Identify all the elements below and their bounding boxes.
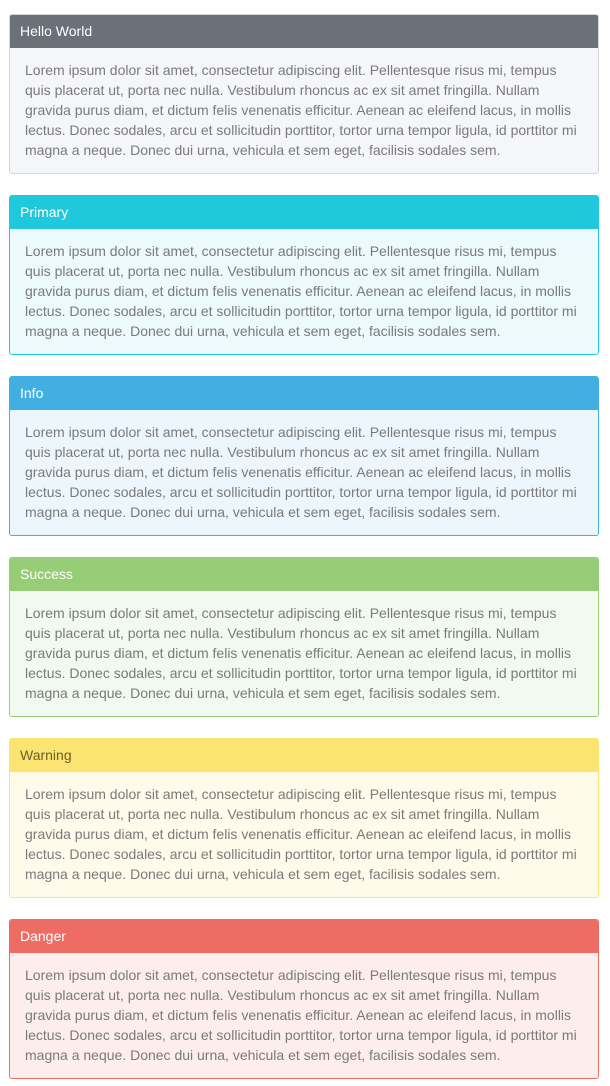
message-body: Lorem ipsum dolor sit amet, consectetur adipiscing elit. Pellentesque risus mi, tempus quis placerat ut, porta nec nulla. Vestibulum rhoncus ac ex sit amet fringilla. Nullam gravida purus diam, et dictum felis venenatis efficitur. Aenean ac eleifend lacus, in mollis lectus. Donec sodales, arcu et sollicitudin porttitor, tortor urna tempor ligula, id porttitor mi magna a neque. Donec dui urna, vehicula et sem eget, facilisis sodales sem.: [10, 772, 598, 897]
message-header: Success: [10, 558, 598, 591]
message-body: Lorem ipsum dolor sit amet, consectetur adipiscing elit. Pellentesque risus mi, tempus quis placerat ut, porta nec nulla. Vestibulum rhoncus ac ex sit amet fringilla. Nullam gravida purus diam, et dictum felis venenatis efficitur. Aenean ac eleifend lacus, in mollis lectus. Donec sodales, arcu et sollicitudin porttitor, tortor urna tempor ligula, id porttitor mi magna a neque. Donec dui urna, vehicula et sem eget, facilisis sodales sem.: [10, 591, 598, 716]
message-header: Danger: [10, 920, 598, 953]
message-body: Lorem ipsum dolor sit amet, consectetur adipiscing elit. Pellentesque risus mi, tempus quis placerat ut, porta nec nulla. Vestibulum rhoncus ac ex sit amet fringilla. Nullam gravida purus diam, et dictum felis venenatis efficitur. Aenean ac eleifend lacus, in mollis lectus. Donec sodales, arcu et sollicitudin porttitor, tortor urna tempor ligula, id porttitor mi magna a neque. Donec dui urna, vehicula et sem eget, facilisis sodales sem.: [10, 953, 598, 1078]
message-info: [9, 376, 599, 536]
message-body: Lorem ipsum dolor sit amet, consectetur adipiscing elit. Pellentesque risus mi, tempus quis placerat ut, porta nec nulla. Vestibulum rhoncus ac ex sit amet fringilla. Nullam gravida purus diam, et dictum felis venenatis efficitur. Aenean ac eleifend lacus, in mollis lectus. Donec sodales, arcu et sollicitudin porttitor, tortor urna tempor ligula, id porttitor mi magna a neque. Donec dui urna, vehicula et sem eget, facilisis sodales sem.: [10, 410, 598, 535]
message-body: Lorem ipsum dolor sit amet, consectetur adipiscing elit. Pellentesque risus mi, tempus quis placerat ut, porta nec nulla. Vestibulum rhoncus ac ex sit amet fringilla. Nullam gravida purus diam, et dictum felis venenatis efficitur. Aenean ac eleifend lacus, in mollis lectus. Donec sodales, arcu et sollicitudin porttitor, tortor urna tempor ligula, id porttitor mi magna a neque. Donec dui urna, vehicula et sem eget, facilisis sodales sem.: [10, 48, 598, 173]
message-header: Primary: [10, 196, 598, 229]
message-header: Info: [10, 377, 598, 410]
message-body: Lorem ipsum dolor sit amet, consectetur adipiscing elit. Pellentesque risus mi, tempus quis placerat ut, porta nec nulla. Vestibulum rhoncus ac ex sit amet fringilla. Nullam gravida purus diam, et dictum felis venenatis efficitur. Aenean ac eleifend lacus, in mollis lectus. Donec sodales, arcu et sollicitudin porttitor, tortor urna tempor ligula, id porttitor mi magna a neque. Donec dui urna, vehicula et sem eget, facilisis sodales sem.: [10, 229, 598, 354]
message-danger: [9, 919, 599, 1079]
message-hello-world: [9, 14, 599, 174]
message-header: Hello World: [10, 15, 598, 48]
message-primary: [9, 195, 599, 355]
message-warning: [9, 738, 599, 898]
message-success: [9, 557, 599, 717]
message-header: Warning: [10, 739, 598, 772]
